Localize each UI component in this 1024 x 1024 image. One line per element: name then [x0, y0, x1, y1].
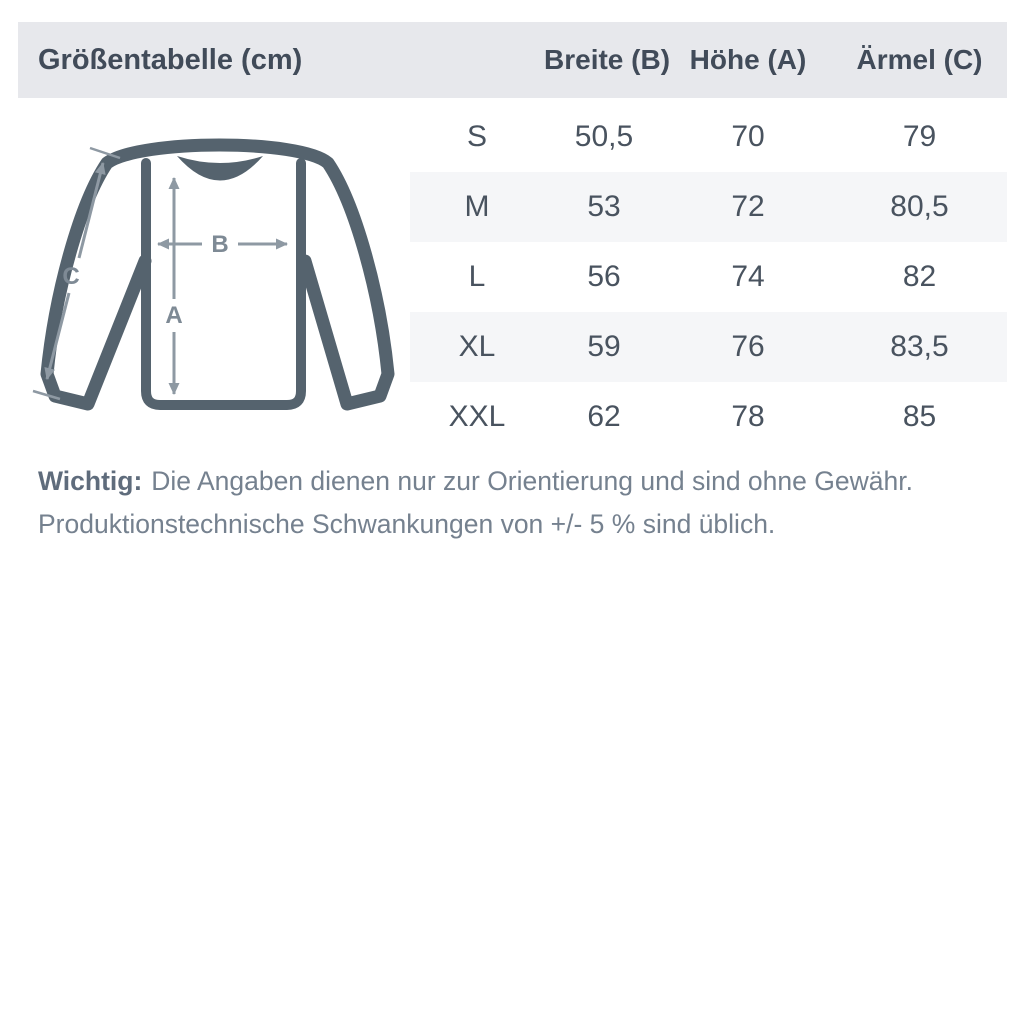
size-label: XL [458, 330, 496, 363]
size-chart-title: Größentabelle (cm) [38, 43, 303, 76]
table-row-s [410, 102, 1007, 172]
label-a: A [165, 302, 183, 329]
table-row-m [410, 172, 1007, 242]
size-label: S [466, 120, 487, 153]
aermel-value: 85 [902, 400, 937, 433]
sweater-measurement-diagram [30, 133, 405, 428]
hoehe-value: 74 [731, 260, 765, 293]
column-header-aermel: Ärmel (C) [856, 44, 983, 75]
aermel-value: 83,5 [890, 330, 949, 363]
collar [177, 156, 263, 181]
column-header-breite: Breite (B) [544, 44, 671, 75]
aermel-value: 79 [902, 120, 937, 153]
column-headers [410, 44, 1007, 76]
hoehe-value: 76 [731, 330, 765, 363]
hoehe-value: 70 [731, 120, 765, 153]
dimension-arrow-b [158, 231, 287, 258]
aermel-value: 82 [902, 260, 937, 293]
breite-value: 62 [587, 400, 621, 433]
column-header-hoehe: Höhe (A) [689, 44, 807, 75]
label-b: B [211, 231, 229, 258]
note-line-2: Produktionstechnische Schwankungen von +/- 5 % sind üblich. [38, 509, 776, 539]
disclaimer-note [38, 460, 998, 546]
note-line-1 [38, 460, 998, 503]
header-bar [18, 22, 1007, 98]
label-c: C [62, 263, 80, 290]
aermel-value: 80,5 [890, 190, 949, 223]
dimension-arrow-a [165, 178, 182, 394]
size-label: L [468, 260, 486, 293]
size-table [410, 102, 1007, 452]
table-row-l [410, 242, 1007, 312]
size-label: M [464, 190, 490, 223]
breite-value: 56 [587, 260, 621, 293]
hoehe-value: 72 [731, 190, 765, 223]
sweater-body [146, 163, 301, 405]
breite-value: 53 [587, 190, 621, 223]
size-label: XXL [448, 400, 506, 433]
table-row-xl [410, 312, 1007, 382]
note-text-1: Die Angaben dienen nur zur Orientierung und sind ohne Gewähr. [151, 466, 913, 496]
breite-value: 59 [587, 330, 621, 363]
breite-value: 50,5 [574, 120, 634, 153]
table-row-xxl [410, 382, 1007, 452]
note-prefix: Wichtig: [38, 466, 143, 496]
hoehe-value: 78 [731, 400, 765, 433]
